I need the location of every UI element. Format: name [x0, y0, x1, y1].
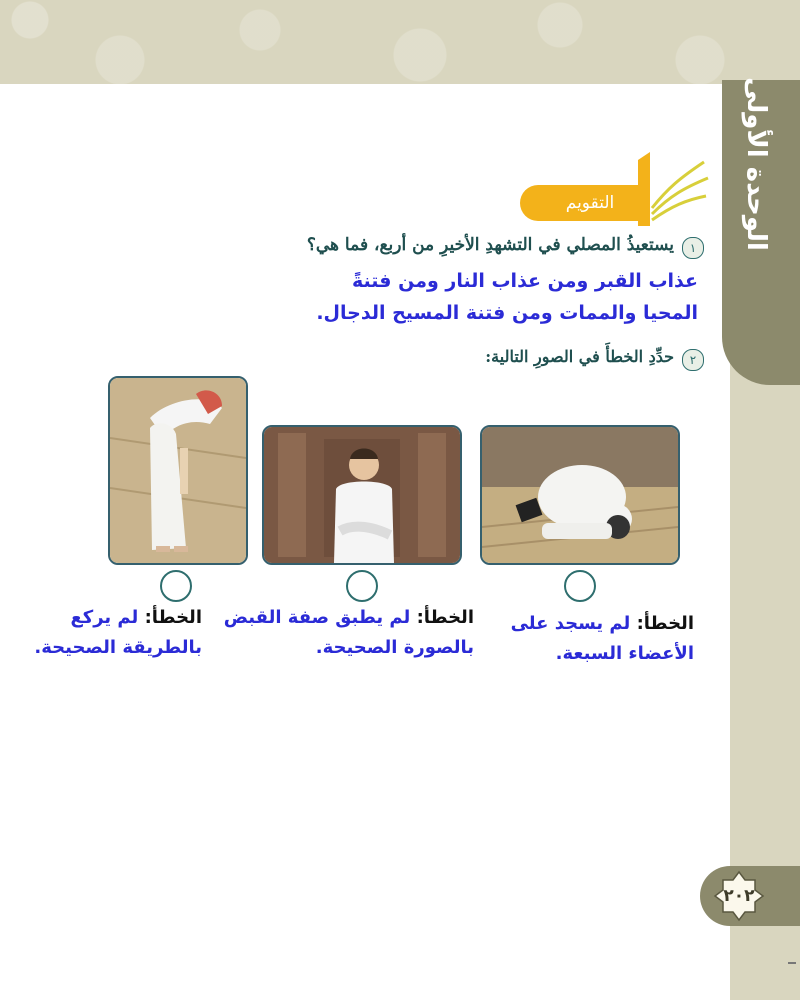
question-2-text: حدِّدِ الخطأَ في الصورِ التالية:	[485, 347, 674, 366]
question-1-text: يستعيذُ المصلي في التشهدِ الأخيرِ من أربع، فما هي؟	[306, 235, 674, 255]
corner-mark	[788, 962, 796, 964]
top-decorative-band	[0, 0, 800, 84]
unit-title	[726, 77, 786, 251]
error-3	[70, 604, 202, 632]
unit-title-text: الوحدة الأولى	[741, 77, 772, 251]
answer-circle-3[interactable]	[160, 570, 192, 602]
error-2-label: الخطأ:	[416, 607, 474, 628]
answer-circle-2[interactable]	[346, 570, 378, 602]
section-label: التقويم	[565, 193, 615, 213]
error-2-text-line-2: بالصورة الصحيحة.	[315, 637, 474, 658]
error-1-line-2	[556, 640, 694, 668]
photo-standing-hands	[262, 425, 462, 565]
error-3-text-line-1: لم يركع	[70, 607, 139, 628]
error-3-text-line-2: بالطريقة الصحيحة.	[34, 637, 202, 658]
error-1-text-line-1: لم يسجد على	[510, 613, 631, 634]
error-1-text-line-2: الأعضاء السبعة.	[555, 643, 694, 664]
error-1	[511, 610, 694, 638]
error-2	[224, 604, 474, 632]
photo-prostration	[480, 425, 680, 565]
photo-bowing	[108, 376, 248, 565]
error-3-label: الخطأ:	[144, 607, 202, 628]
question-1-number: ١	[682, 237, 704, 259]
question-1-answer-line-2: المحيا والممات ومن فتنة المسيح الدجال.	[316, 302, 698, 324]
question-2-number: ٢	[682, 349, 704, 371]
error-2-line-2	[316, 634, 474, 662]
error-2-text-line-1: لم يطبق صفة القبض	[223, 607, 411, 628]
answer-circle-1[interactable]	[564, 570, 596, 602]
question-1-answer-line-1: عذاب القبر ومن عذاب النار ومن فتنةً	[352, 270, 698, 292]
error-3-line-2	[34, 634, 202, 662]
page-number: ٢٠٢	[723, 886, 755, 906]
error-1-label: الخطأ:	[636, 613, 694, 634]
